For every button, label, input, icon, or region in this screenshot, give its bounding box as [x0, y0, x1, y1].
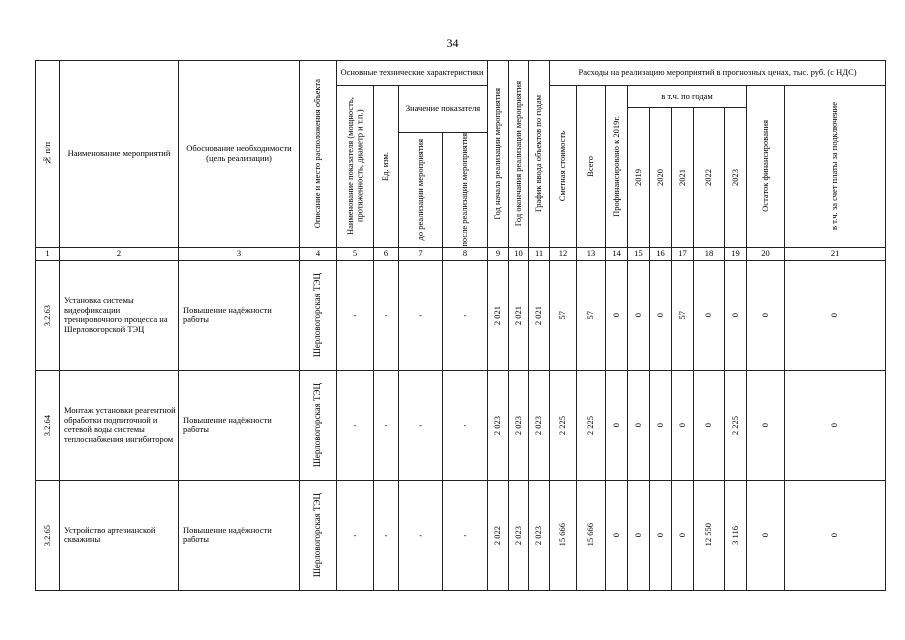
header-connection-fee: в т.ч. за счет платы за подключение: [785, 86, 886, 248]
row-total: 57: [577, 260, 606, 370]
row-total: 2 225: [577, 370, 606, 480]
row-before: -: [399, 260, 443, 370]
table-row: [36, 260, 886, 370]
row-num: 3.2.64: [36, 370, 60, 480]
row-remaining: 0: [747, 370, 785, 480]
column-number: 12: [550, 247, 577, 260]
investment-program-table: [35, 60, 886, 591]
header-justification: Обоснование необходимости (цель реализации): [179, 61, 300, 248]
column-number: 3: [179, 247, 300, 260]
row-unit: -: [374, 480, 399, 590]
row-before: -: [399, 480, 443, 590]
header-y2023: 2023: [725, 108, 747, 248]
header-by-years: в т.ч. по годам: [628, 86, 747, 108]
column-number: 20: [747, 247, 785, 260]
header-costs-group: Расходы на реализацию мероприятий в прогнозных ценах, тыс. руб. (с НДС): [550, 61, 886, 86]
row-after: -: [443, 480, 488, 590]
row-location: Шерловогорская ТЭЦ: [300, 260, 337, 370]
row-y2019: 0: [628, 260, 650, 370]
header-num: № п/п: [36, 61, 60, 248]
row-y2019: 0: [628, 480, 650, 590]
row-after: -: [443, 260, 488, 370]
row-num: 3.2.65: [36, 480, 60, 590]
column-number: 15: [628, 247, 650, 260]
column-number: 4: [300, 247, 337, 260]
table-row: [36, 480, 886, 590]
row-connection-fee: 0: [785, 370, 886, 480]
row-schedule: 2 023: [529, 370, 550, 480]
row-y2022: 0: [694, 370, 725, 480]
column-number: 19: [725, 247, 747, 260]
header-y2019: 2019: [628, 108, 650, 248]
row-y2021: 0: [672, 480, 694, 590]
column-number: 11: [529, 247, 550, 260]
row-year-end: 2 023: [509, 480, 529, 590]
header-y2020: 2020: [650, 108, 672, 248]
header-indicator-value: Значение показателя: [399, 86, 488, 133]
header-name: Наименование мероприятий: [60, 61, 179, 248]
row-name: Устройство артезианской скважины: [60, 480, 179, 590]
header-tech-group: Основные технические характеристики: [337, 61, 488, 86]
row-total: 15 666: [577, 480, 606, 590]
row-y2023: 0: [725, 260, 747, 370]
row-y2022: 0: [694, 260, 725, 370]
row-schedule: 2 023: [529, 480, 550, 590]
row-y2020: 0: [650, 480, 672, 590]
row-justification: Повышение надёжности работы: [179, 260, 300, 370]
row-y2019: 0: [628, 370, 650, 480]
column-number: 7: [399, 247, 443, 260]
column-number: 13: [577, 247, 606, 260]
header-unit: Ед. изм.: [374, 86, 399, 248]
column-number: 5: [337, 247, 374, 260]
header-y2022: 2022: [694, 108, 725, 248]
column-number: 21: [785, 247, 886, 260]
row-remaining: 0: [747, 480, 785, 590]
row-location: Шерловогорская ТЭЦ: [300, 480, 337, 590]
row-connection-fee: 0: [785, 480, 886, 590]
header-prefinanced: Профинансировано к 2019г.: [606, 86, 628, 248]
column-number: 6: [374, 247, 399, 260]
column-number: 14: [606, 247, 628, 260]
row-schedule: 2 021: [529, 260, 550, 370]
column-numbers-row: [36, 247, 886, 260]
row-year-start: 2 021: [488, 260, 509, 370]
row-remaining: 0: [747, 260, 785, 370]
row-indicator-name: -: [337, 480, 374, 590]
row-unit: -: [374, 370, 399, 480]
column-number: 2: [60, 247, 179, 260]
header-location: Описание и место расположения объекта: [300, 61, 337, 248]
row-estimated: 2 225: [550, 370, 577, 480]
header-after: после реализации мероприятия: [443, 133, 488, 248]
row-y2020: 0: [650, 370, 672, 480]
row-justification: Повышение надёжности работы: [179, 370, 300, 480]
row-estimated: 15 666: [550, 480, 577, 590]
row-year-start: 2 022: [488, 480, 509, 590]
row-year-start: 2 023: [488, 370, 509, 480]
row-estimated: 57: [550, 260, 577, 370]
row-justification: Повышение надёжности работы: [179, 480, 300, 590]
table-row: [36, 370, 886, 480]
column-number: 8: [443, 247, 488, 260]
column-number: 9: [488, 247, 509, 260]
row-indicator-name: -: [337, 370, 374, 480]
header-year-start: Год начала реализации мероприятия: [488, 61, 509, 248]
header-total: Всего: [577, 86, 606, 248]
row-name: Установка системы видеофиксации тренировочного процесса на Шерловогорской ТЭЦ: [60, 260, 179, 370]
header-estimated: Сметная стоимость: [550, 86, 577, 248]
column-number: 1: [36, 247, 60, 260]
row-unit: -: [374, 260, 399, 370]
row-year-end: 2 021: [509, 260, 529, 370]
header-indicator-name: Наименование показателя (мощность, протяженность, диаметр и т.п.): [337, 86, 374, 248]
row-prefinanced: 0: [606, 370, 628, 480]
column-number: 10: [509, 247, 529, 260]
row-y2021: 57: [672, 260, 694, 370]
column-number: 17: [672, 247, 694, 260]
row-prefinanced: 0: [606, 260, 628, 370]
row-name: Монтаж установки реагентной обработки подпиточной и сетевой воды системы теплоснабжения ингибитором: [60, 370, 179, 480]
header-year-end: Год окончания реализации мероприятия: [509, 61, 529, 248]
row-indicator-name: -: [337, 260, 374, 370]
row-location: Шерловогорская ТЭЦ: [300, 370, 337, 480]
row-num: 3.2.63: [36, 260, 60, 370]
row-y2020: 0: [650, 260, 672, 370]
row-after: -: [443, 370, 488, 480]
row-y2023: 2 225: [725, 370, 747, 480]
column-number: 16: [650, 247, 672, 260]
column-number: 18: [694, 247, 725, 260]
header-schedule: График ввода объектов по годам: [529, 61, 550, 248]
row-connection-fee: 0: [785, 260, 886, 370]
header-y2021: 2021: [672, 108, 694, 248]
header-before: до реализации мероприятия: [399, 133, 443, 248]
row-y2022: 12 550: [694, 480, 725, 590]
row-y2021: 0: [672, 370, 694, 480]
row-prefinanced: 0: [606, 480, 628, 590]
page-number: 34: [446, 36, 459, 50]
row-year-end: 2 023: [509, 370, 529, 480]
header-remaining: Остаток финансирования: [747, 86, 785, 248]
row-before: -: [399, 370, 443, 480]
row-y2023: 3 116: [725, 480, 747, 590]
